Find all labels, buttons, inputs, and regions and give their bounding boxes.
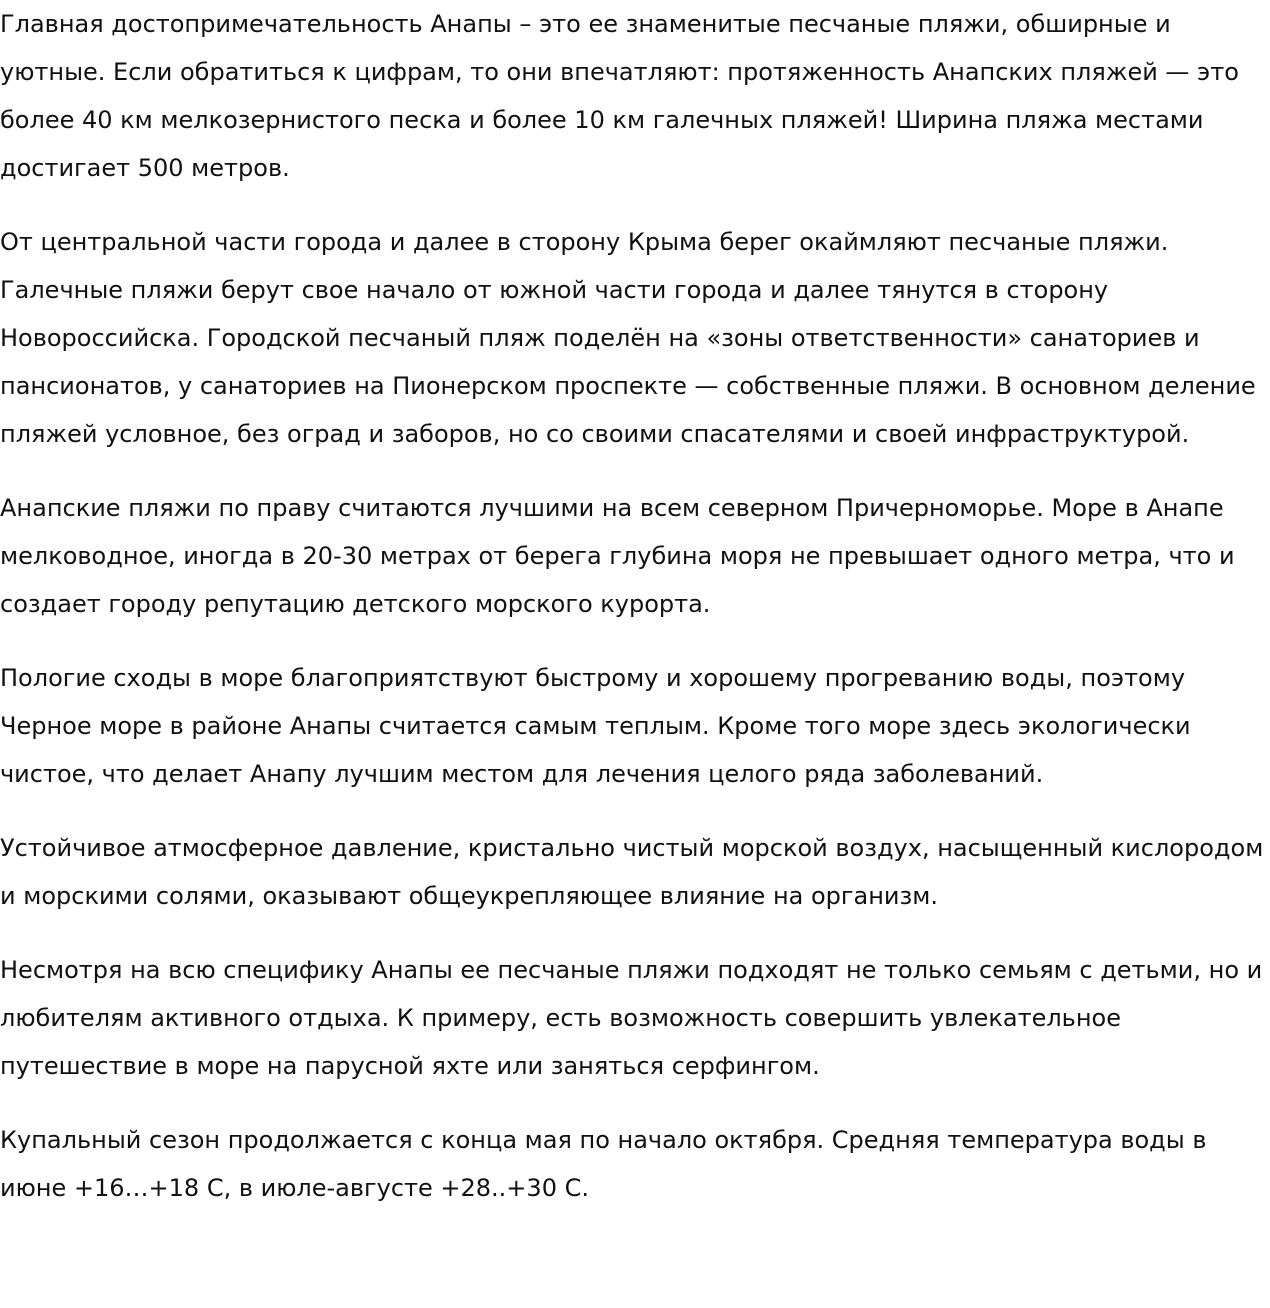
paragraph-active-rest: Несмотря на всю специфику Анапы ее песчаные пляжи подходят не только семьям с детьми, но и любителям активного отдыха. К примеру, есть возможность совершить увлекательное путешествие в море на парусной яхте или заняться серфингом. [0, 956, 1263, 1080]
paragraph-beaches-overview: Главная достопримечательность Анапы – это ее знаменитые песчаные пляжи, обширные и уютные. Если обратиться к цифрам, то они впечатляют: протяженность Анапских пляжей — это более 40 км мелкозернистого песка и более 10 км галечных пляжей! Ширина пляжа местами достигает 500 метров. [0, 10, 1239, 182]
paragraph-swimming-season: Купальный сезон продолжается с конца мая по начало октября. Средняя температура воды в июне +16…+18 С, в июле-августе +28..+30 С. [0, 1126, 1207, 1202]
paragraph-climate: Устойчивое атмосферное давление, кристально чистый морской воздух, насыщенный кислородом и морскими солями, оказывают общеукрепляющее влияние на организм. [0, 834, 1264, 910]
paragraph-coast-zones: От центральной части города и далее в сторону Крыма берег окаймляют песчаные пляжи. Галечные пляжи берут свое начало от южной части города и далее тянутся в сторону Новороссийска. Городской песчаный пляж поделён на «зоны ответственности» санаториев и пансионатов, у санаториев на Пионерском проспекте — собственные пляжи. В основном деление пляжей условное, без оград и заборов, но со своими спасателями и своей инфраструктурой. [0, 228, 1256, 448]
paragraph-shallow-sea: Анапские пляжи по праву считаются лучшими на всем северном Причерноморье. Море в Анапе мелководное, иногда в 20-30 метрах от берега глубина моря не превышает одного метра, что и создает городу репутацию детского морского курорта. [0, 494, 1235, 618]
paragraph-warm-water: Пологие сходы в море благоприятствуют быстрому и хорошему прогреванию воды, поэтому Черное море в районе Анапы считается самым теплым. Кроме того море здесь экологически чистое, что делает Анапу лучшим местом для лечения целого ряда заболеваний. [0, 664, 1191, 788]
